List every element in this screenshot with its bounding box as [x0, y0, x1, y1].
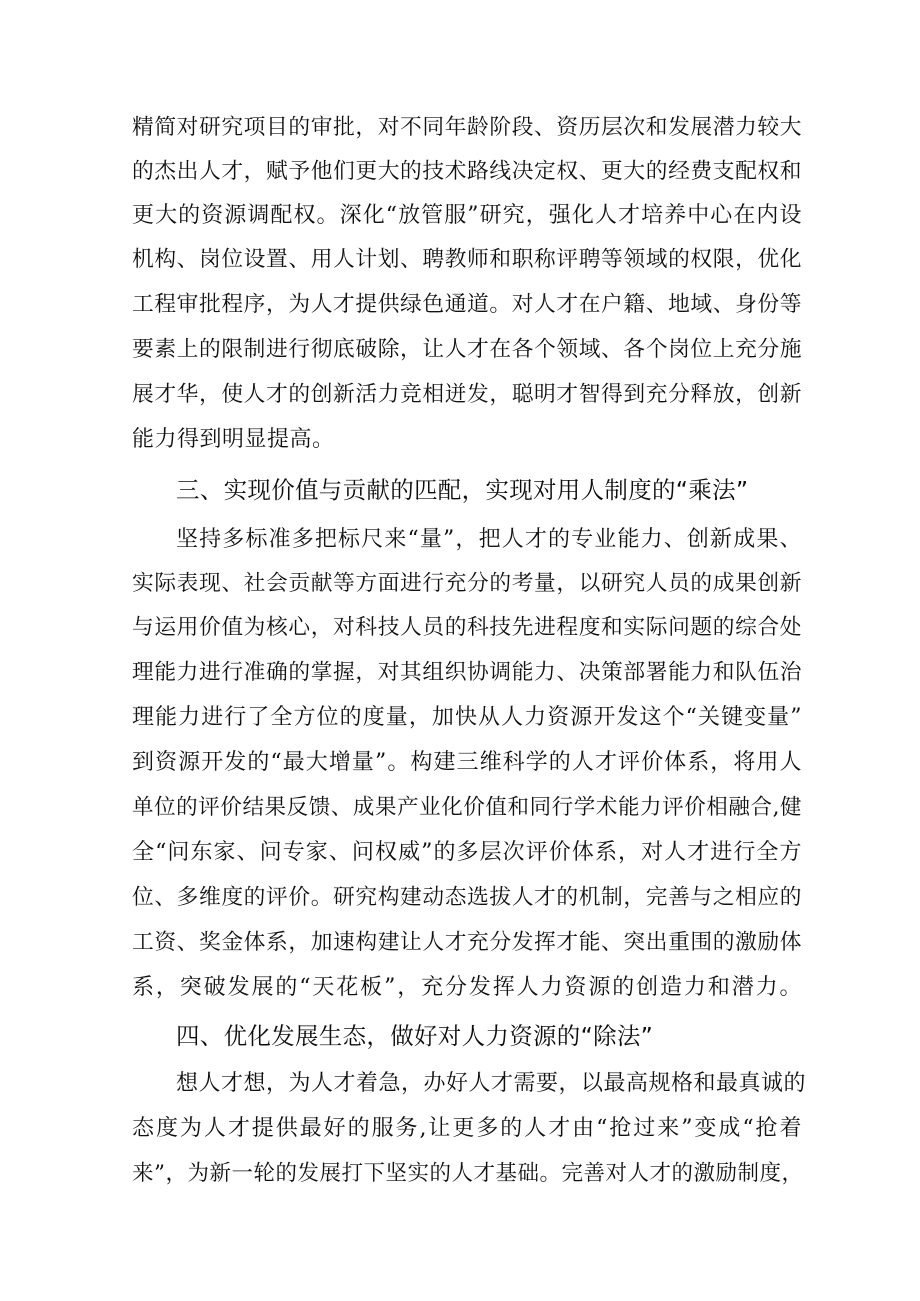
para2-line-10: 工资、奖金体系，加速构建让人才充分发挥才能、突出重围的激励体	[132, 930, 802, 955]
para3-line-3: 来”，为新一轮的发展打下坚实的人才基础。完善对人才的激励制度，	[132, 1161, 804, 1186]
para1-line-6: 要素上的限制进行彻底破除，让人才在各个领域、各个岗位上充分施	[132, 337, 802, 362]
para1-line-4: 机构、岗位设置、用人计划、聘教师和职称评聘等领域的权限，优化	[132, 247, 802, 272]
para2-line-1: 坚持多标准多把标尺来“量”，把人才的专业能力、创新成果、	[176, 527, 802, 552]
para2-line-5: 理能力进行了全方位的度量，加快从人力资源开发这个“关键变量”	[132, 705, 802, 730]
para2-line-8: 全“问东家、问专家、问权威”的多层次评价体系，对人才进行全方	[132, 840, 802, 865]
para2-line-11: 系，突破发展的“天花板”，充分发挥人力资源的创造力和潜力。	[132, 975, 802, 1000]
section-heading-3: 三、实现价值与贡献的匹配，实现对用人制度的“乘法”	[176, 476, 749, 504]
para3-line-2: 态度为人才提供最好的服务,让更多的人才由“抢过来”变成“抢着	[132, 1116, 802, 1141]
para1-line-2: 的杰出人才，赋予他们更大的技术路线决定权、更大的经费支配权和	[132, 159, 802, 184]
para1-line-1: 精简对研究项目的审批，对不同年龄阶段、资历层次和发展潜力较大	[132, 115, 802, 140]
para1-line-5: 工程审批程序，为人才提供绿色通道。对人才在户籍、地域、身份等	[132, 292, 802, 317]
section-heading-4: 四、优化发展生态，做好对人力资源的“除法”	[176, 1022, 654, 1050]
para2-line-6: 到资源开发的“最大增量”。构建三维科学的人才评价体系，将用人	[132, 750, 802, 775]
para2-line-2: 实际表现、社会贡献等方面进行充分的考量，以研究人员的成果创新	[132, 571, 802, 596]
para1-line-7: 展才华，使人才的创新活力竞相迸发，聪明才智得到充分释放，创新	[132, 382, 802, 407]
para2-line-4: 理能力进行准确的掌握，对其组织协调能力、决策部署能力和队伍治	[132, 660, 802, 685]
para2-line-9: 位、多维度的评价。研究构建动态选拔人才的机制，完善与之相应的	[132, 885, 802, 910]
para1-line-3: 更大的资源调配权。深化“放管服”研究，强化人才培养中心在内设	[132, 203, 802, 228]
para2-line-3: 与运用价值为核心，对科技人员的科技先进程度和实际问题的综合处	[132, 615, 802, 640]
para1-line-8: 能力得到明显提高。	[132, 427, 335, 452]
para3-line-1: 想人才想，为人才着急，办好人才需要，以最高规格和最真诚的	[176, 1071, 807, 1096]
para2-line-7: 单位的评价结果反馈、成果产业化价值和同行学术能力评价相融合,健	[132, 795, 802, 820]
